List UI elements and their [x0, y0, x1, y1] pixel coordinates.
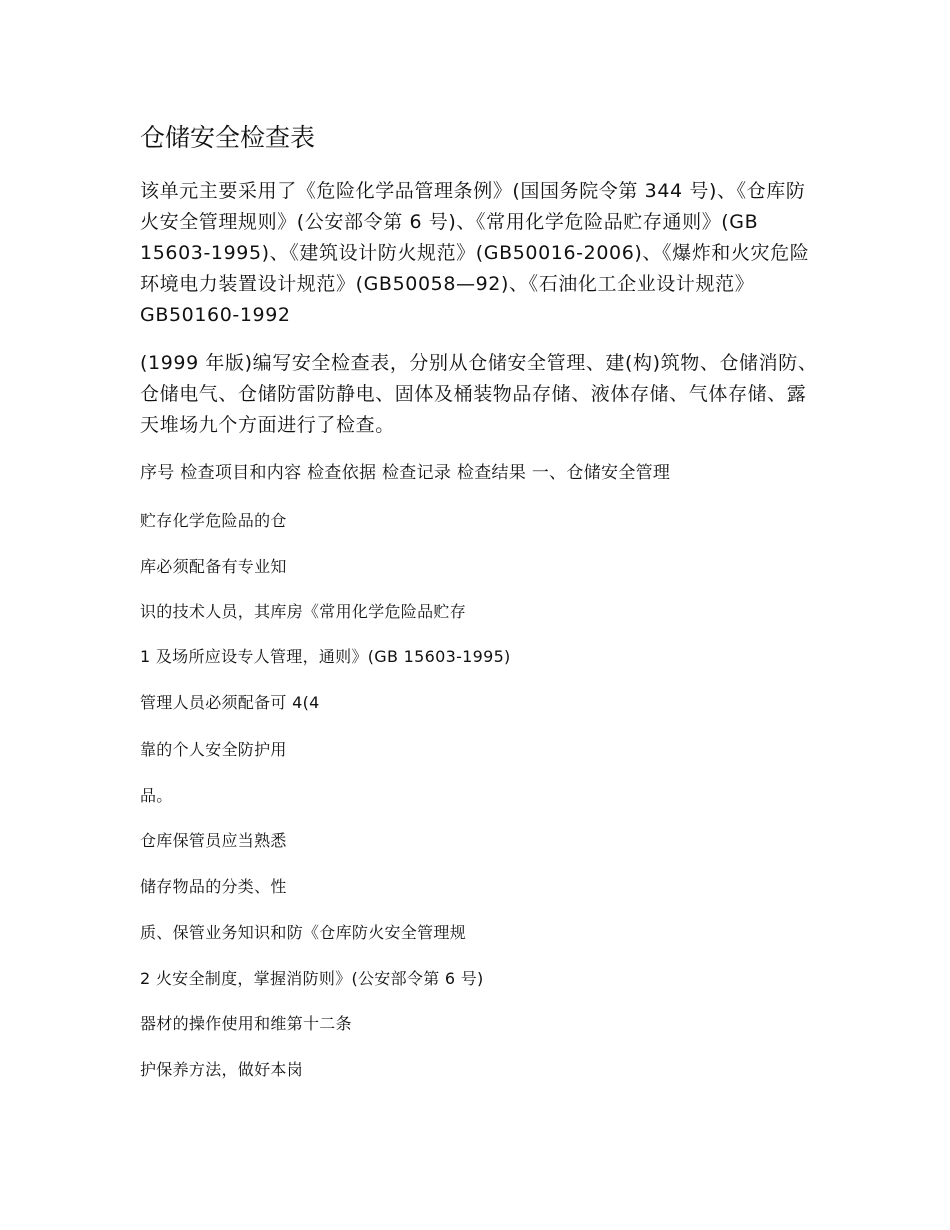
text-line: 储存物品的分类、性	[140, 877, 287, 896]
intro-paragraph: 该单元主要采用了《危险化学品管理条例》(国国务院令第 344 号)、《仓库防火安全管理规则》(公安部令第 6 号)、《常用化学危险品贮存通则》(GB 15603-1995)、《建筑设计防火规范》(GB50016-2006)、《爆炸和火灾危险环境电力装置设计规范》(GB50058—92)、《石油化工企业设计规范》GB50160-1992	[140, 180, 810, 326]
text-line: 贮存化学危险品的仓	[140, 511, 287, 530]
text-line: 质、保管业务知识和防《仓库防火安全管理规	[140, 923, 467, 942]
text-line: 1 及场所应设专人管理，通则》(GB 15603-1995)	[140, 647, 511, 666]
text-line: 品。	[140, 786, 173, 805]
text-line: 管理人员必须配备可 4(4	[140, 693, 320, 712]
text-line: 仓库保管员应当熟悉	[140, 831, 287, 850]
table-header-line: 序号 检查项目和内容 检查依据 检查记录 检查结果 一、仓储安全管理	[140, 463, 671, 483]
text-line: 库必须配备有专业知	[140, 557, 287, 576]
document-title: 仓储安全检查表	[140, 123, 316, 152]
text-line: 护保养方法，做好本岗	[140, 1060, 304, 1079]
text-line: 2 火安全制度，掌握消防则》(公安部令第 6 号)	[140, 969, 484, 988]
text-line: 器材的操作使用和维第十二条	[140, 1014, 352, 1033]
text-line: 识的技术人员，其库房《常用化学危险品贮存	[140, 602, 467, 621]
text-line: 靠的个人安全防护用	[140, 740, 287, 759]
scope-paragraph: (1999 年版)编写安全检查表，分别从仓储安全管理、建(构)筑物、仓储消防、仓储电气、仓储防雷防静电、固体及桶装物品存储、液体存储、气体存储、露天堆场九个方面进行了检查。	[140, 352, 818, 436]
